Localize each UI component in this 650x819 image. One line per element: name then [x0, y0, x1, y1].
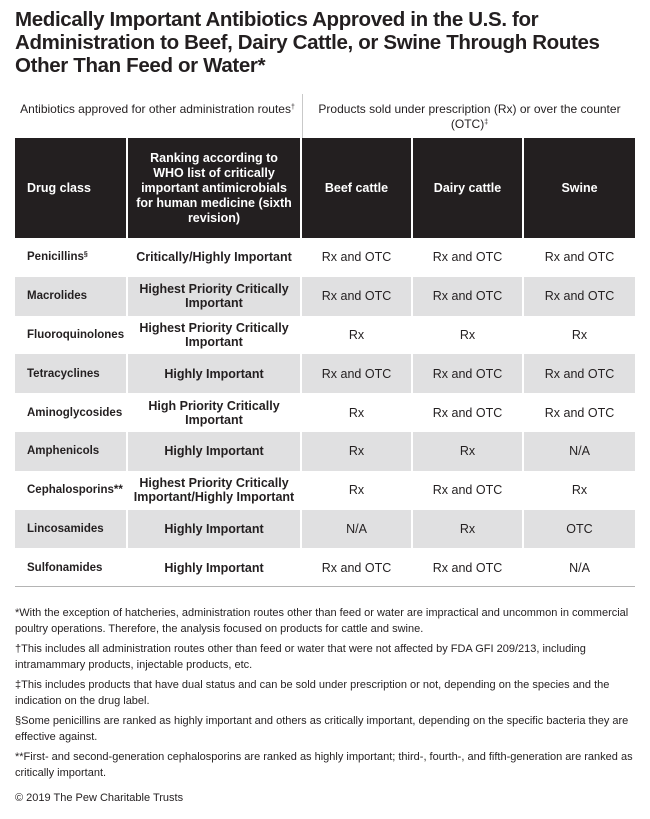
drug-class-cell: [15, 277, 127, 316]
swine-cell: [523, 354, 635, 393]
drug-class-cell: [15, 354, 127, 393]
table-row: [15, 548, 635, 587]
drug-class-cell-text: Lincosamides: [27, 522, 104, 535]
beef-cattle-cell-text: Rx and OTC: [321, 366, 392, 381]
group-header-status: [302, 94, 636, 138]
swine-cell-text: Rx and OTC: [544, 289, 615, 304]
dairy-cattle-cell: [412, 510, 523, 549]
beef-cattle-cell: [301, 548, 412, 587]
who-ranking-cell-text: Highly Important: [164, 444, 264, 459]
table-row: [15, 316, 635, 355]
swine-cell-text: Rx: [571, 483, 588, 498]
group-header-status-mark: ‡: [484, 119, 489, 126]
drug-class-cell-text: Amphenicols: [27, 445, 100, 458]
group-header-routes-mark: †: [290, 104, 295, 111]
column-header-who-ranking: Ranking according to WHO list of critically important antimicrobials for human medicine (sixth revision): [127, 138, 301, 238]
swine-cell: [523, 510, 635, 549]
dairy-cattle-cell: [412, 393, 523, 432]
swine-cell-text: N/A: [569, 560, 590, 575]
swine-cell: [523, 393, 635, 432]
dairy-cattle-cell-text: Rx and OTC: [432, 560, 503, 575]
column-header-swine: Swine: [523, 138, 635, 238]
dairy-cattle-cell-text: Rx and OTC: [432, 289, 503, 304]
dairy-cattle-cell: [412, 354, 523, 393]
dairy-cattle-cell-text: Rx and OTC: [432, 366, 503, 381]
antibiotics-table: [15, 138, 635, 587]
swine-cell-text: Rx: [571, 327, 588, 342]
beef-cattle-cell-text: Rx: [348, 327, 365, 342]
beef-cattle-cell: [301, 432, 412, 471]
dairy-cattle-cell: [412, 316, 523, 355]
who-ranking-cell-text: Highly Important: [164, 521, 264, 536]
footnote: †This includes all administration routes other than feed or water that were not affected by FDA GFI 209/213, including intramammary products, injectable products, etc.: [15, 643, 586, 671]
beef-cattle-cell: [301, 238, 412, 277]
who-ranking-cell: [127, 510, 301, 549]
footnote: *With the exception of hatcheries, administration routes other than feed or water are impractical and uncommon in commercial poultry operations. Therefore, the analysis focused on products for cattle and swine.: [15, 607, 629, 635]
dairy-cattle-cell: [412, 471, 523, 510]
dairy-cattle-cell: [412, 548, 523, 587]
table-row: [15, 354, 635, 393]
swine-cell: [523, 238, 635, 277]
who-ranking-cell-text: Highest Priority Critically Important: [139, 282, 289, 311]
beef-cattle-cell: [301, 354, 412, 393]
who-ranking-cell: [127, 316, 301, 355]
beef-cattle-cell-text: Rx: [348, 405, 365, 420]
swine-cell: [523, 471, 635, 510]
swine-cell: [523, 316, 635, 355]
who-ranking-cell-text: Highest Priority Critically Important: [139, 320, 289, 349]
footnotes: [15, 605, 635, 785]
group-header-routes-label: Antibiotics approved for other administration routes: [20, 102, 291, 116]
dairy-cattle-cell-text: Rx and OTC: [432, 250, 503, 265]
who-ranking-cell-text: High Priority Critically Important: [148, 398, 280, 427]
column-header-beef-cattle: Beef cattle: [301, 138, 412, 238]
who-ranking-cell: [127, 548, 301, 587]
beef-cattle-cell-text: Rx: [348, 483, 365, 498]
swine-cell-text: OTC: [566, 521, 593, 536]
swine-cell-text: N/A: [569, 444, 590, 459]
who-ranking-cell-text: Highly Important: [164, 560, 264, 575]
footnote: **First- and second-generation cephalosporins are ranked as highly important; third-, fourth-, and fifth-generation are ranked as critically important.: [15, 751, 633, 779]
dairy-cattle-cell-text: Rx and OTC: [432, 405, 503, 420]
drug-class-cell: [15, 238, 127, 277]
beef-cattle-cell: [301, 316, 412, 355]
table-row: [15, 277, 635, 316]
beef-cattle-cell: [301, 510, 412, 549]
table-row: [15, 238, 635, 277]
drug-class-cell: [15, 548, 127, 587]
drug-class-cell-text: Sulfonamides: [27, 561, 103, 574]
column-header-drug-class: Drug class: [15, 138, 127, 238]
swine-cell: [523, 432, 635, 471]
who-ranking-cell: [127, 277, 301, 316]
dairy-cattle-cell: [412, 238, 523, 277]
footnote: §Some penicillins are ranked as highly important and others as critically important, depending on the specific bacteria they are effective against.: [15, 715, 629, 743]
beef-cattle-cell: [301, 277, 412, 316]
dairy-cattle-cell: [412, 277, 523, 316]
group-header-status-label: Products sold under prescription (Rx) or over the counter (OTC): [318, 102, 621, 131]
footnote: ‡This includes products that have dual status and can be sold under prescription or not, depending on the species and the indication on the drug label.: [15, 679, 610, 707]
page-title: Medically Important Antibiotics Approved in the U.S. for Administration to Beef, Dairy Cattle, or Swine Through Routes Other Than Feed or Water*: [15, 8, 600, 77]
table-row: [15, 393, 635, 432]
beef-cattle-cell: [301, 471, 412, 510]
who-ranking-cell-text: Critically/Highly Important: [136, 250, 292, 265]
table-header-row: [15, 138, 635, 238]
drug-class-cell: [15, 316, 127, 355]
beef-cattle-cell: [301, 393, 412, 432]
drug-class-cell: [15, 393, 127, 432]
table-row: [15, 471, 635, 510]
who-ranking-cell: [127, 238, 301, 277]
table-row: [15, 510, 635, 549]
footnote-mark: §: [83, 251, 88, 259]
drug-class-cell-text: Aminoglycosides: [27, 406, 123, 419]
swine-cell: [523, 277, 635, 316]
beef-cattle-cell-text: Rx and OTC: [321, 289, 392, 304]
drug-class-cell-text: Macrolides: [27, 290, 88, 303]
swine-cell-text: Rx and OTC: [544, 366, 615, 381]
swine-cell: [523, 548, 635, 587]
dairy-cattle-cell-text: Rx: [459, 327, 476, 342]
group-header-routes: [15, 94, 300, 138]
drug-class-cell: [15, 510, 127, 549]
drug-class-cell-text: Cephalosporins**: [27, 484, 123, 497]
drug-class-cell: [15, 471, 127, 510]
dairy-cattle-cell-text: Rx and OTC: [432, 483, 503, 498]
dairy-cattle-cell-text: Rx: [459, 444, 476, 459]
swine-cell-text: Rx and OTC: [544, 405, 615, 420]
dairy-cattle-cell: [412, 432, 523, 471]
who-ranking-cell: [127, 393, 301, 432]
swine-cell-text: Rx and OTC: [544, 250, 615, 265]
who-ranking-cell-text: Highest Priority Critically Important/Highly Important: [133, 476, 295, 505]
drug-class-cell-text: Tetracyclines: [27, 367, 100, 380]
table-divider: [15, 586, 635, 587]
dairy-cattle-cell-text: Rx: [459, 521, 476, 536]
table-row: [15, 432, 635, 471]
drug-class-cell-text: Fluoroquinolones: [27, 328, 125, 341]
copyright: © 2019 The Pew Charitable Trusts: [15, 792, 184, 804]
who-ranking-cell: [127, 354, 301, 393]
beef-cattle-cell-text: Rx and OTC: [321, 250, 392, 265]
drug-class-cell-text: Penicillins: [27, 251, 84, 264]
who-ranking-cell: [127, 432, 301, 471]
beef-cattle-cell-text: N/A: [346, 521, 367, 536]
beef-cattle-cell-text: Rx and OTC: [321, 560, 392, 575]
column-header-dairy-cattle: Dairy cattle: [412, 138, 523, 238]
drug-class-cell: [15, 432, 127, 471]
table-body: [15, 238, 635, 587]
beef-cattle-cell-text: Rx: [348, 444, 365, 459]
who-ranking-cell: [127, 471, 301, 510]
who-ranking-cell-text: Highly Important: [164, 366, 264, 381]
